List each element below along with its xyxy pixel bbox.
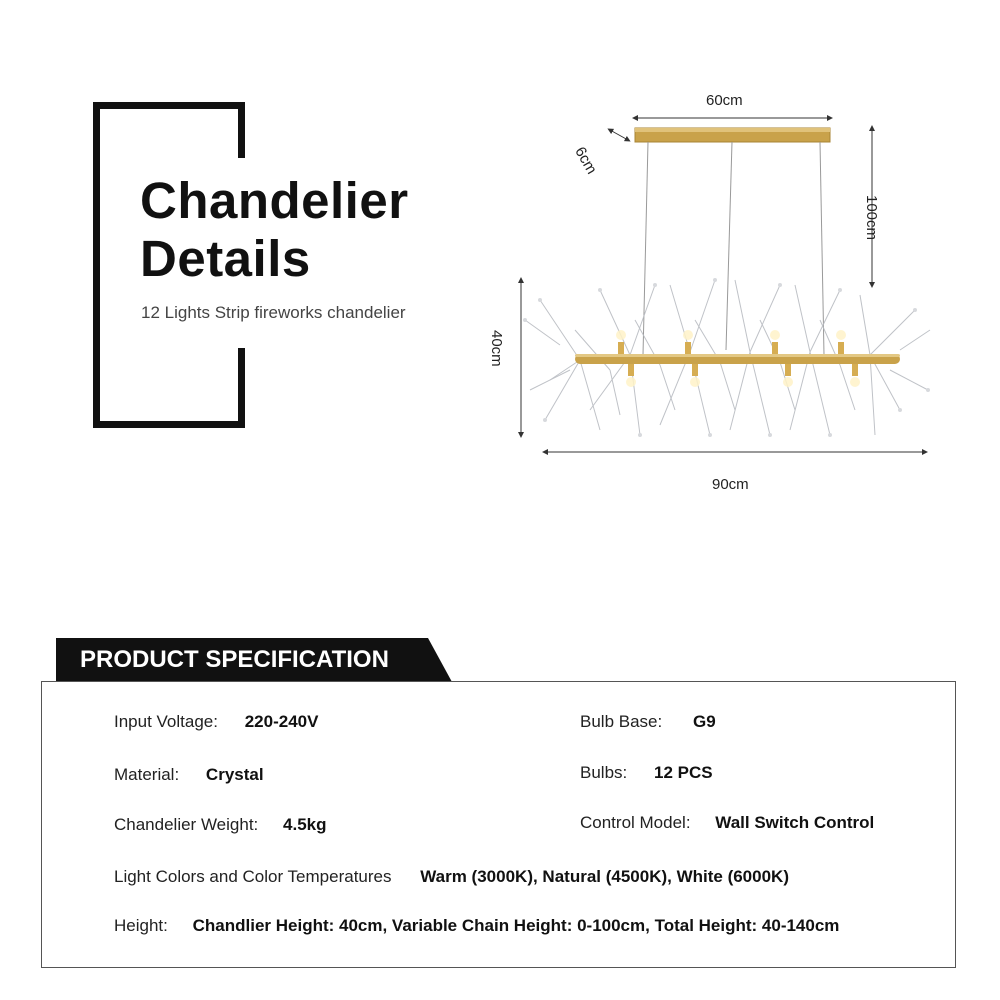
spec-weight-value: 4.5kg [283,815,327,834]
spec-bulb-base [580,712,716,732]
spec-bulb-base-label: Bulb Base: [580,712,663,731]
body-width-label: 90cm [712,476,749,493]
spec-weight [114,815,327,835]
spec-height-label: Height: [114,916,168,935]
spec-weight-label: Chandelier Weight: [114,815,259,834]
title-line-2: Details [140,230,311,287]
spec-input-voltage-value: 220-240V [244,712,319,731]
title-frame-right-top [238,102,245,158]
canopy-width-label: 60cm [706,92,743,109]
spec-heading: PRODUCT SPECIFICATION [80,646,389,673]
chandelier-drawing [480,80,950,510]
spec-bulbs-label: Bulbs: [580,763,628,782]
title-frame-right-bottom [238,348,245,428]
spec-height [114,916,839,936]
page-title [140,172,409,288]
spec-bulbs [580,763,713,783]
title-frame-left [93,102,100,428]
spec-material-value: Crystal [205,765,264,784]
title-frame-bottom [93,421,245,428]
title-line-1: Chandelier [140,172,409,229]
spec-material-label: Material: [114,765,180,784]
page-subtitle: 12 Lights Strip fireworks chandelier [141,303,406,322]
spec-bulb-base-value: G9 [692,712,716,731]
chandelier-diagram [480,80,950,510]
spec-light-colors [114,867,789,887]
chain-height-label: 100cm [863,195,880,241]
spec-light-colors-label: Light Colors and Color Temperatures [114,867,392,886]
spec-bulbs-value: 12 PCS [653,763,713,782]
canopy-depth-label: 6cm [571,144,601,178]
title-frame-top [93,102,245,109]
body-height-label: 40cm [488,330,505,367]
spec-height-value: Chandlier Height: 40cm, Variable Chain Height: 0-100cm, Total Height: 40-140cm [192,916,840,935]
spec-control-value: Wall Switch Control [715,813,875,832]
spec-material [114,765,264,785]
spec-input-voltage-label: Input Voltage: [114,712,218,731]
spec-control [580,813,874,833]
spec-input-voltage [114,712,318,732]
spec-control-label: Control Model: [580,813,691,832]
spec-light-colors-value: Warm (3000K), Natural (4500K), White (6000K) [420,867,789,886]
